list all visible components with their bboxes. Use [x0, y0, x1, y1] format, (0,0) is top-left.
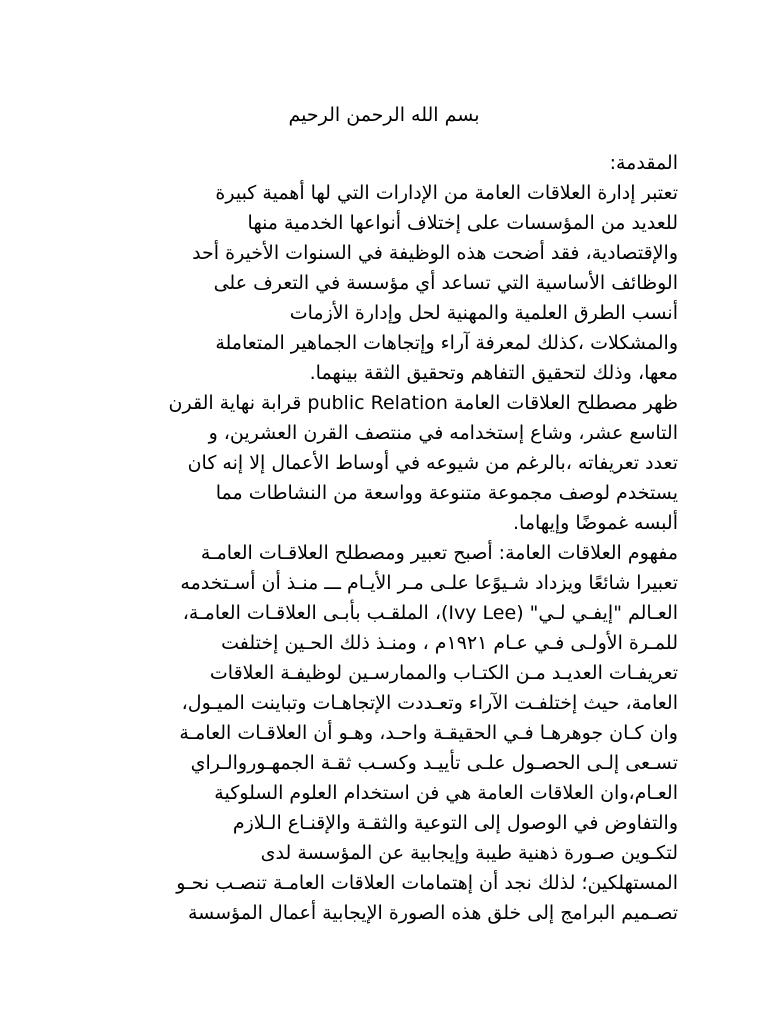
text-line: الوظائف الأساسية التي تساعد أي مؤسسة في التعرف على	[213, 272, 678, 294]
text-line: تصـميم البرامج إلى خلق هذه الصورة الإيجابية أعمال المؤسسة	[187, 902, 678, 924]
text-line: تعتبر إدارة العلاقات العامة من الإدارات التي لها أهمية كبيرة	[215, 182, 678, 204]
text-line: يستخدم لوصف مجموعة متنوعة وواسعة من النشاطات مما	[215, 482, 678, 504]
text-line: وان كـان جوهرهـا فـي الحقيقـة واحـد، وهـو أن العلاقـات العامـة	[179, 722, 678, 744]
basmala-heading: بسم الله الرحمن الرحيم	[288, 104, 480, 126]
section-heading-introduction: المقدمة:	[609, 152, 678, 174]
text-line: التاسع عشر، وشاع إستخدامه في منتصف القرن العشرين، و	[208, 422, 678, 444]
text-line: العـام،وان العلاقات العامة هي فن استخدام العلوم السلوكية	[214, 782, 678, 804]
document-body	[88, 148, 678, 928]
text-line: للعديد من المؤسسات على إختلاف أنواعها الخدمية منها	[247, 212, 678, 234]
text-line: ألبسه غموضًا وإيهاما.	[513, 512, 678, 534]
text-line: والتفاوض في الوصول إلى التوعية والثقـة والإقنـاع الـلازم	[232, 812, 678, 834]
text-line: تعبيرا شائعًا ويزداد شـيوًعا علـى مـر الأيـام ـــ منـذ أن أسـتخدمه	[180, 572, 678, 594]
text-line: للمـرة الأولـى فـي عـام ١٩٢١م ، ومنـذ ذلك الحـين إختلفت	[221, 632, 678, 654]
text-line: معها، وذلك لتحقيق التفاهم وتحقيق الثقة بينهما.	[309, 362, 678, 384]
text-line: أنسب الطرق العلمية والمهنية لحل وإدارة الأزمات	[289, 302, 678, 324]
text-line: ظهر مصطلح العلاقات العامة public Relation قرابة نهاية القرن	[168, 392, 678, 414]
text-line: والإقتصادية، فقد أضحت هذه الوظيفة في السنوات الأخيرة أحد	[192, 242, 678, 264]
text-line: لتكـوين صـورة ذهنية طيبة وإيجابية عن المؤسسة لدى	[260, 842, 678, 864]
text-line: والمشكلات ،كذلك لمعرفة آراء وإتجاهات الجماهير المتعاملة	[215, 332, 678, 354]
text-line: تعريفـات العديـد مـن الكتـاب والممارسـين لوظيفـة العلاقات	[209, 662, 678, 684]
text-line: العـالم "إيفـي لـي" (Ivy Lee)، الملقـب بأبـى العلاقـات العامـة،	[182, 602, 678, 624]
text-line: تسـعى إلـى الحصـول علـى تأييـد وكسـب ثقـة الجمهـوروالـراي	[190, 752, 678, 774]
text-line: العامة، حيث إختلفـت الآراء وتعـددت الإتجاهـات وتباينت الميـول،	[181, 692, 678, 714]
text-line: مفهوم العلاقات العامة: أصبح تعبير ومصطلح العلاقـات العامـة	[200, 542, 678, 564]
text-line: تعدد تعريفاته ،بالرغم من شيوعه في أوساط الأعمال إلا إنه كان	[187, 452, 678, 474]
text-line: المستهلكين؛ لذلك نجد أن إهتمامات العلاقات العامـة تنصـب نحـو	[176, 872, 678, 894]
